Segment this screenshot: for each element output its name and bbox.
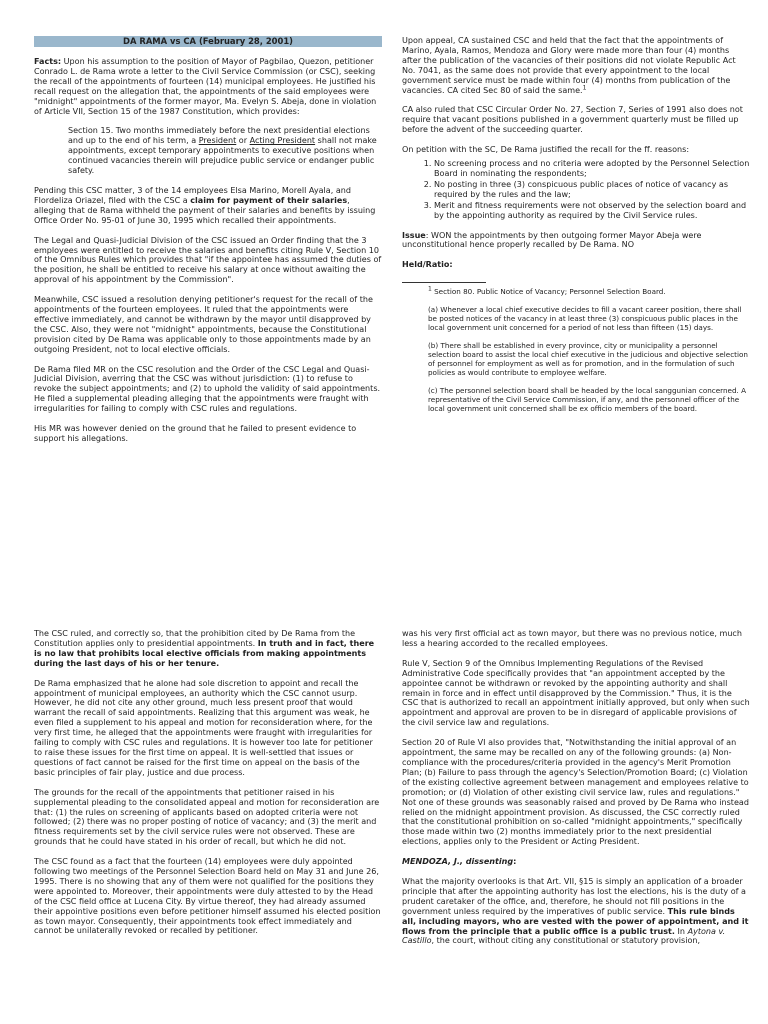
- petition-intro: On petition with the SC, De Rama justified the recall for the ff. reasons:: [402, 145, 690, 155]
- constitution-quote: Section 15. Two months immediately before the next presidential elections and up to the end of his term, a President or Acting President shall not make appointments, except temporary appointments to executive positions when continued vacancies therein will prejudice public service or endanger public safety.: [68, 126, 377, 176]
- president-link: President: [198, 136, 237, 146]
- emphasized-paragraph: De Rama emphasized that he alone had sole discretion to appoint and recall the appointment of municipal employees, an authority which the CSC cannot usurp. However, he did not cite any other ground, much less present proof that would warrant the recall of said appointments. Realizing that this argument was weak, he even filed a supplement to his appeal and motion for reconsideration where, for the very first time, he alleged that the appointments were fraught with irregularities for failing to comply with CSC rules and regulations. It is however too late for petitioner to raise these issues for the first time on appeal. It is well-settled that issues or questions of fact cannot be raised for the first time on appeal on the basis of the basic principles of fair play, justice and due process.: [34, 678, 373, 777]
- page2-left-column: [34, 629, 382, 946]
- facts-paragraph: Facts: Upon his assumption to the position of Mayor of Pagbilao, Quezon, petitioner Conrado L. de Rama wrote a letter to the Civil Service Commission (or CSC), seeking the recall of the appointments of fourteen (14) municipal employees. He justified his recall request on the allegation that, the appointments of the said employees were "midnight" appointments of the former mayor, Ma. Evelyn S. Abeja, done in violation of Article VII, Section 15 of the 1987 Constitution, which provides:: [34, 57, 377, 116]
- footnote-b: (b) There shall be established in every province, city or municipality a personnel selection board to assist the local chief executive in the judicious and objective selection of personnel for employment as well as for promotion, and in the formulation of such policies as would contribute to employee welfare.: [428, 341, 748, 378]
- rule-v-paragraph: Rule V, Section 9 of the Omnibus Implementing Regulations of the Revised Administrative Code specifically provides that "an appointment accepted by the appointee cannot be withdrawn or revoked by the appointing authority and shall remain in force and in effect until disapproved by the Commission." Thus, it is the CSC that is authorized to recall an appointment initially approved, but only when such appointment and approval are proven to be in disregard of applicable provisions of the civil service law and regulations.: [402, 658, 750, 728]
- list-item: 3. Merit and fitness requirements were not observed by the selection board and by the appointing authority as required by the Civil Service rules.: [434, 201, 750, 221]
- case-title: DA RAMA vs CA (February 28, 2001): [34, 36, 382, 47]
- legal-division-paragraph: The Legal and Quasi-Judicial Division of the CSC issued an Order finding that the 3 employees were entitled to receive the salaries and benefits citing Rule V, Section 10 of the Omnibus Rules which provides that "if the appointee has assumed the duties of the position, he shall be entitled to receive his salary at once without awaiting the approval of his appointment by the Commission".: [34, 235, 382, 285]
- issue-paragraph: Issue: WON the appointments by then outgoing former Mayor Abeja were unconstitutional hence properly recalled by De Rama. NO: [402, 230, 702, 250]
- list-item: 1. No screening process and no criteria were adopted by the Personnel Selection Board in nominating the respondents;: [434, 159, 750, 179]
- section-20-paragraph: Section 20 of Rule VI also provides that, "Notwithstanding the initial approval of an appointment, the same may be recalled on any of the following grounds: (a) Non-compliance with the procedures/criteria provided in the agency's Merit Promotion Plan; (b) Failure to pass through the agency's Selection/Promotion Board; (c) Violation of the existing collective agreement between management and employees relative to promotion; or (d) Violation of other existing civil service law, rules and regulations." Not one of these grounds was seasonably raised and proved by De Rama who instead relied on the midnight appointment provision. As discussed, the CSC correctly ruled that the constitutional prohibition on so-called "midnight appointments," specifically those made within two (2) months immediately prior to the next presidential elections, applies only to the President or Acting President.: [402, 738, 749, 847]
- mr-paragraph: De Rama filed MR on the CSC resolution and the Order of the CSC Legal and Quasi-Judicial Division, averring that the CSC was without jurisdiction: (1) to refuse to revoke the subject appointments; and (2) to uphold the validity of said appointments. He filed a supplemental pleading alleging that the appointments were fraught with irregularities for failing to comply with CSC rules and regulations.: [34, 364, 381, 414]
- list-item: 2. No posting in three (3) conspicuous public places of notice of vacancy as required by the rules and the law;: [434, 180, 750, 200]
- acting-president-link: Acting President: [249, 136, 316, 146]
- footnote-title: $^1$ Section 80. Public Notice of Vacancy; Personnel Selection Board.: [428, 285, 666, 297]
- meanwhile-paragraph: Meanwhile, CSC issued a resolution denying petitioner's request for the recall of the appointments of the fourteen employees. It ruled that the appointments were effective immediately, and cannot be withdrawn by the mayor until disapproved by the CSC. Also, they were not "midnight" appointments, because the Constitutional provision cited by De Rama was applicable only to those appointments made by an outgoing President, not to local elective officials.: [34, 295, 373, 354]
- page1-right-column: [402, 36, 750, 422]
- grounds-paragraph: The grounds for the recall of the appointments that petitioner raised in his supplemental pleading to the consolidated appeal and motion for reconsideration are that: (1) the rules on screening of applicants based on adopted criteria were not followed; (2) there was no proper posting of notice of vacancy; and (3) the merit and fitness requirements set by the civil service rules were not observed. These are grounds that he could have stated in his order of recall, but which he did not.: [34, 787, 380, 847]
- first-act-paragraph: was his very first official act as town mayor, but there was no previous notice, much less a hearing accorded to the recalled employees.: [402, 629, 742, 648]
- reasons-list: [402, 159, 750, 220]
- footnote-c: (c) The personnel selection board shall be headed by the local sanggunian concerned. A representative of the Civil Service Commission, if any, and the personnel officer of the local government unit concerned shall be ex officio members of the board.: [428, 386, 747, 414]
- appeal-paragraph: Upon appeal, CA sustained CSC and held that the fact that the appointments of Marino, Ayala, Ramos, Mendoza and Glory were made more than four (4) months after the publication of the vacancies of their positions did not violate Republic Act No. 7041, as the same does not provide that every appointment to the local government service must be made within four (4) months from publication of the vacancies. CA cited Sec 80 of said the same.$^1$: [402, 36, 736, 95]
- page-break: [0, 604, 768, 626]
- footnote-a: (a) Whenever a local chief executive decides to fill a vacant career position, there shall be posted notices of the vacancy in at least three (3) conspicuous public places in the local government unit concerned for a period of not less than fifteen (15) days.: [428, 305, 742, 333]
- held-heading: Held/Ratio:: [402, 260, 453, 270]
- footnote-divider: [402, 282, 486, 283]
- pending-paragraph: Pending this CSC matter, 3 of the 14 employees Elsa Marino, Morell Ayala, and Flordeliza Oriazel, filed with the CSC a claim for payment of their salaries, alleging that de Rama withheld the payment of their salaries and benefits by issuing Office Order No. 95-01 of June 30, 1995 which recalled their appointments.: [34, 185, 376, 225]
- csc-ruled-paragraph: The CSC ruled, and correctly so, that the prohibition cited by De Rama from the Constitution applies only to presidential appointments. In truth and in fact, there is no law that prohibits local elective officials from making appointments during the last days of his or her tenure.: [34, 629, 375, 668]
- page2-right-column: [402, 629, 750, 956]
- mr-denied-paragraph: His MR was however denied on the ground that he failed to present evidence to support his allegations.: [34, 424, 357, 443]
- footnote-ref: 1: [582, 83, 587, 91]
- page1-left-column: [34, 36, 382, 454]
- ca-also-paragraph: CA also ruled that CSC Circular Order No. 27, Section 7, Series of 1991 also does not require that vacant positions published in a government quarterly must be filled up before the advent of the succeeding quarter.: [402, 105, 743, 135]
- footnote: [428, 287, 750, 413]
- majority-paragraph: What the majority overlooks is that Art. VII, §15 is simply an application of a broader principle that after the appointing authority has lost the elections, his is the duty of a prudent caretaker of the office, and, therefore, he should not fill positions in the government unless required by the imperatives of public service. This rule binds all, including mayors, who are vested with the power of appointment, and it flows from the principle that a public office is a public trust. In Aytona v. Castillo, the court, without citing any constitutional or statutory provision,: [402, 877, 749, 946]
- facts-label: Facts:: [34, 57, 62, 66]
- dissent-heading: MENDOZA, J., dissenting:: [402, 857, 517, 867]
- csc-found-paragraph: The CSC found as a fact that the fourteen (14) employees were duly appointed following two meetings of the Personnel Selection Board held on May 31 and June 26, 1995. There is no showing that any of them were not qualified for the positions they were appointed to. Moreover, their appointments were duly attested to by the Head of the CSC field office at Lucena City. By virtue thereof, they had already assumed their appointive positions even before petitioner himself assumed his elected position as town mayor. Consequently, their appointments took effect immediately and cannot be unilaterally revoked or recalled by petitioner.: [34, 857, 381, 936]
